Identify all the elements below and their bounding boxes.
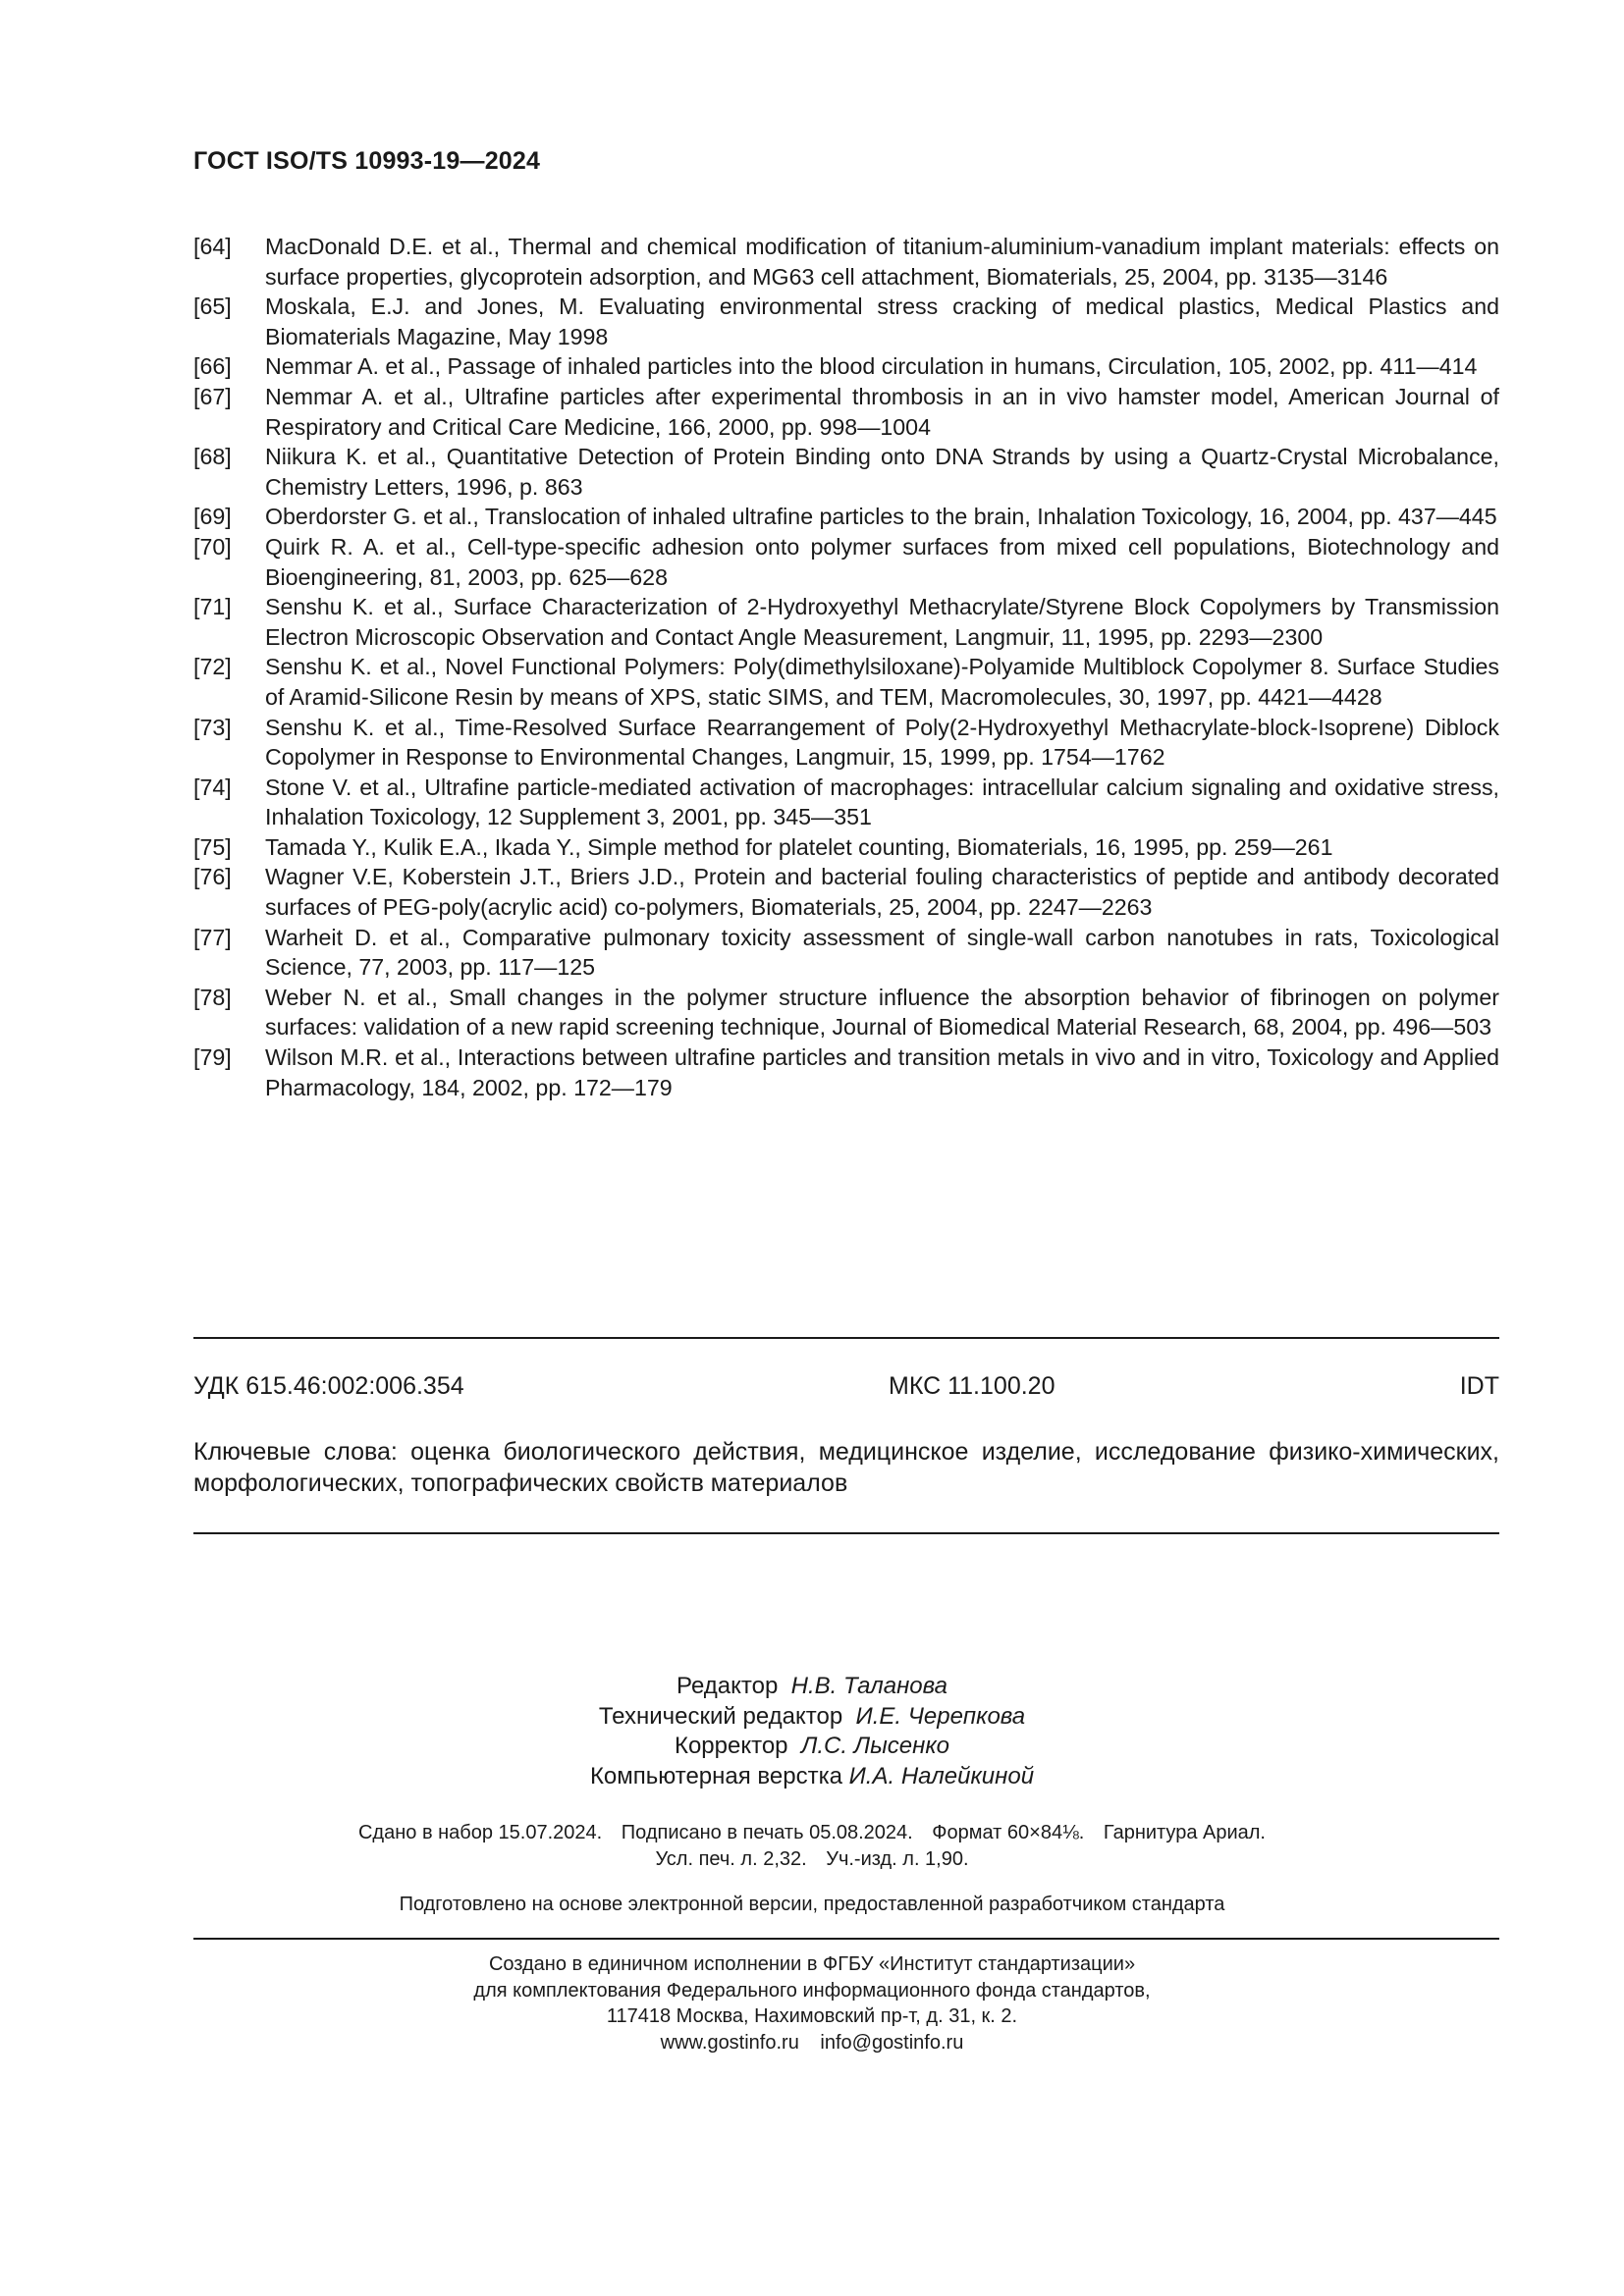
credits-block <box>0 1672 1624 1791</box>
reference-text: Wilson M.R. et al., Interactions between ultrafine particles and transition metals in vivo and in vitro, Toxicology and Applied Pharmacology, 184, 2002, pp. 172—179 <box>265 1044 1499 1100</box>
reference-item <box>193 862 1499 922</box>
reference-text: Nemmar A. et al., Ultrafine particles after experimental thrombosis in an in vivo hamster model, American Journal of Respiratory and Critical Care Medicine, 166, 2000, pp. 998—1004 <box>265 383 1499 440</box>
publisher-block <box>0 1951 1624 2056</box>
publisher-contacts <box>0 2030 1624 2056</box>
credit-name: И.Е. Черепкова <box>855 1702 1026 1730</box>
reference-number: [69] <box>193 504 232 530</box>
reference-number: [71] <box>193 594 232 620</box>
reference-item <box>193 983 1499 1042</box>
reference-text: Weber N. et al., Small changes in the polymer structure influence the absorption behavior of fibrinogen on polymer surfaces: validation of a new rapid screening technique, Journal of Biomedical Material Research, 68, 2004, pp. 496—503 <box>265 984 1499 1041</box>
credit-line <box>0 1732 1624 1762</box>
reference-number: [70] <box>193 533 232 560</box>
reference-number: [76] <box>193 864 232 890</box>
idt-code: IDT <box>1459 1372 1499 1400</box>
reference-text: Nemmar A. et al., Passage of inhaled particles into the blood circulation in humans, Circulation, 105, 2002, pp. 411—414 <box>265 353 1478 380</box>
reference-number: [75] <box>193 833 232 860</box>
reference-number: [77] <box>193 924 232 950</box>
reference-number: [64] <box>193 234 232 259</box>
print-info-line <box>0 1820 1624 1846</box>
credit-role: Редактор <box>677 1673 779 1699</box>
reference-text: Wagner V.E, Koberstein J.T., Briers J.D., Protein and bacterial fouling characteristics of peptide and antibody decorated surfaces of PEG-poly(acrylic acid) co-polymers, Biomaterials, 25, 2004, pp. 2247—2263 <box>265 864 1499 921</box>
reference-item <box>193 532 1499 592</box>
print-info-item: Формат 60×84⅛. <box>932 1822 1085 1843</box>
mks-code: МКС 11.100.20 <box>889 1372 1056 1400</box>
reference-item <box>193 652 1499 712</box>
credit-line <box>0 1762 1624 1792</box>
publisher-line: для комплектования Федерального информационного фонда стандартов, <box>473 1979 1151 2002</box>
udk-code: УДК 615.46:002:006.354 <box>193 1372 464 1400</box>
keywords: Ключевые слова: оценка биологического действия, медицинское изделие, исследование физико-химических, морфологических, топографических свойств материалов <box>193 1438 1499 1497</box>
document-header: ГОСТ ISO/TS 10993-19—2024 <box>193 147 541 175</box>
print-info-line <box>0 1846 1624 1873</box>
reference-number: [78] <box>193 984 232 1010</box>
reference-number: [65] <box>193 294 232 320</box>
reference-text: Niikura K. et al., Quantitative Detection of Protein Binding onto DNA Strands by using a Quartz-Crystal Microbalance, Chemistry Letters, 1996, p. 863 <box>265 444 1499 500</box>
divider-top <box>193 1337 1499 1339</box>
reference-item <box>193 832 1499 863</box>
email-link[interactable]: info@gostinfo.ru <box>820 2031 964 2054</box>
website-link[interactable]: www.gostinfo.ru <box>660 2031 799 2054</box>
reference-number: [74] <box>193 774 232 800</box>
credit-line <box>0 1702 1624 1733</box>
reference-item <box>193 382 1499 442</box>
reference-item <box>193 292 1499 351</box>
reference-item <box>193 713 1499 773</box>
credit-role: Компьютерная верстка <box>589 1762 842 1789</box>
reference-item <box>193 592 1499 652</box>
reference-item <box>193 232 1499 292</box>
credit-role: Корректор <box>674 1733 788 1759</box>
publisher-line: Создано в единичном исполнении в ФГБУ «Институт стандартизации» <box>488 1953 1136 1975</box>
reference-text: Senshu K. et al., Novel Functional Polymers: Poly(dimethylsiloxane)-Polyamide Multiblock Copolymer 8. Surface Studies of Aramid-Silicone Resin by means of XPS, static SIMS, and TEM, Macromolecules, 30, 1997, pp. 4421—4428 <box>265 654 1499 710</box>
reference-text: Senshu K. et al., Surface Characterization of 2-Hydroxyethyl Methacrylate/Styrene Block Copolymers by Transmission Electron Microscopic Observation and Contact Angle Measurement, Langmuir, 11, 1995, pp. 2293—2300 <box>265 594 1499 650</box>
reference-item <box>193 351 1499 382</box>
reference-number: [72] <box>193 654 232 680</box>
credit-name: Н.В. Таланова <box>790 1673 947 1699</box>
reference-item <box>193 442 1499 502</box>
credit-name: И.А. Налейкиной <box>848 1762 1035 1789</box>
credit-line <box>0 1672 1624 1702</box>
prepared-note: Подготовлено на основе электронной версии, предоставленной разработчиком стандарта <box>399 1894 1225 1915</box>
reference-number: [79] <box>193 1044 232 1071</box>
reference-item <box>193 502 1499 532</box>
reference-text: Stone V. et al., Ultrafine particle-mediated activation of macrophages: intracellular calcium signaling and oxidative stress, Inhalation Toxicology, 12 Supplement 3, 2001, pp. 345—351 <box>265 774 1499 830</box>
divider-middle <box>193 1532 1499 1534</box>
print-info-item: Подписано в печать 05.08.2024. <box>621 1822 913 1843</box>
reference-text: Senshu K. et al., Time-Resolved Surface Rearrangement of Poly(2-Hydroxyethyl Methacrylate-block-Isoprene) Diblock Copolymer in Response to Environmental Changes, Langmuir, 15, 1999, pp. 1754—1762 <box>265 714 1499 771</box>
reference-number: [73] <box>193 714 232 740</box>
print-info-item: Сдано в набор 15.07.2024. <box>357 1822 603 1843</box>
print-info-item: Усл. печ. л. 2,32. <box>655 1848 807 1870</box>
credit-role: Технический редактор <box>598 1702 843 1730</box>
reference-text: Oberdorster G. et al., Translocation of inhaled ultrafine particles to the brain, Inhalation Toxicology, 16, 2004, pp. 437—445 <box>265 504 1497 530</box>
publisher-line: 117418 Москва, Нахимовский пр-т, д. 31, к. 2. <box>606 2005 1018 2027</box>
reference-item <box>193 1042 1499 1102</box>
credit-name: Л.С. Лысенко <box>800 1733 950 1759</box>
reference-number: [66] <box>193 353 232 380</box>
reference-item <box>193 773 1499 832</box>
reference-text: Warheit D. et al., Comparative pulmonary toxicity assessment of single-wall carbon nanotubes in rats, Toxicological Science, 77, 2003, pp. 117—125 <box>265 924 1499 981</box>
print-info-item: Уч.-изд. л. 1,90. <box>826 1848 969 1870</box>
reference-number: [67] <box>193 383 232 409</box>
reference-text: Tamada Y., Kulik E.A., Ikada Y., Simple method for platelet counting, Biomaterials, 16, 1995, pp. 259—261 <box>265 833 1333 860</box>
reference-text: Moskala, E.J. and Jones, M. Evaluating environmental stress cracking of medical plastics, Medical Plastics and Biomaterials Magazine, May 1998 <box>265 294 1499 349</box>
reference-text: MacDonald D.E. et al., Thermal and chemical modification of titanium-aluminium-vanadium implant materials: effects on surface properties, glycoprotein adsorption, and MG63 cell attachment, Biomaterials, 25, 2004, pp. 3135—3146 <box>265 234 1499 290</box>
reference-list <box>193 232 1499 1102</box>
reference-number: [68] <box>193 444 232 470</box>
divider-bottom <box>193 1938 1499 1940</box>
print-info-item: Гарнитура Ариал. <box>1103 1822 1266 1843</box>
reference-item <box>193 923 1499 983</box>
print-info <box>0 1820 1624 1873</box>
reference-text: Quirk R. A. et al., Cell-type-specific adhesion onto polymer surfaces from mixed cell populations, Biotechnology and Bioengineering, 81, 2003, pp. 625—628 <box>265 533 1499 590</box>
